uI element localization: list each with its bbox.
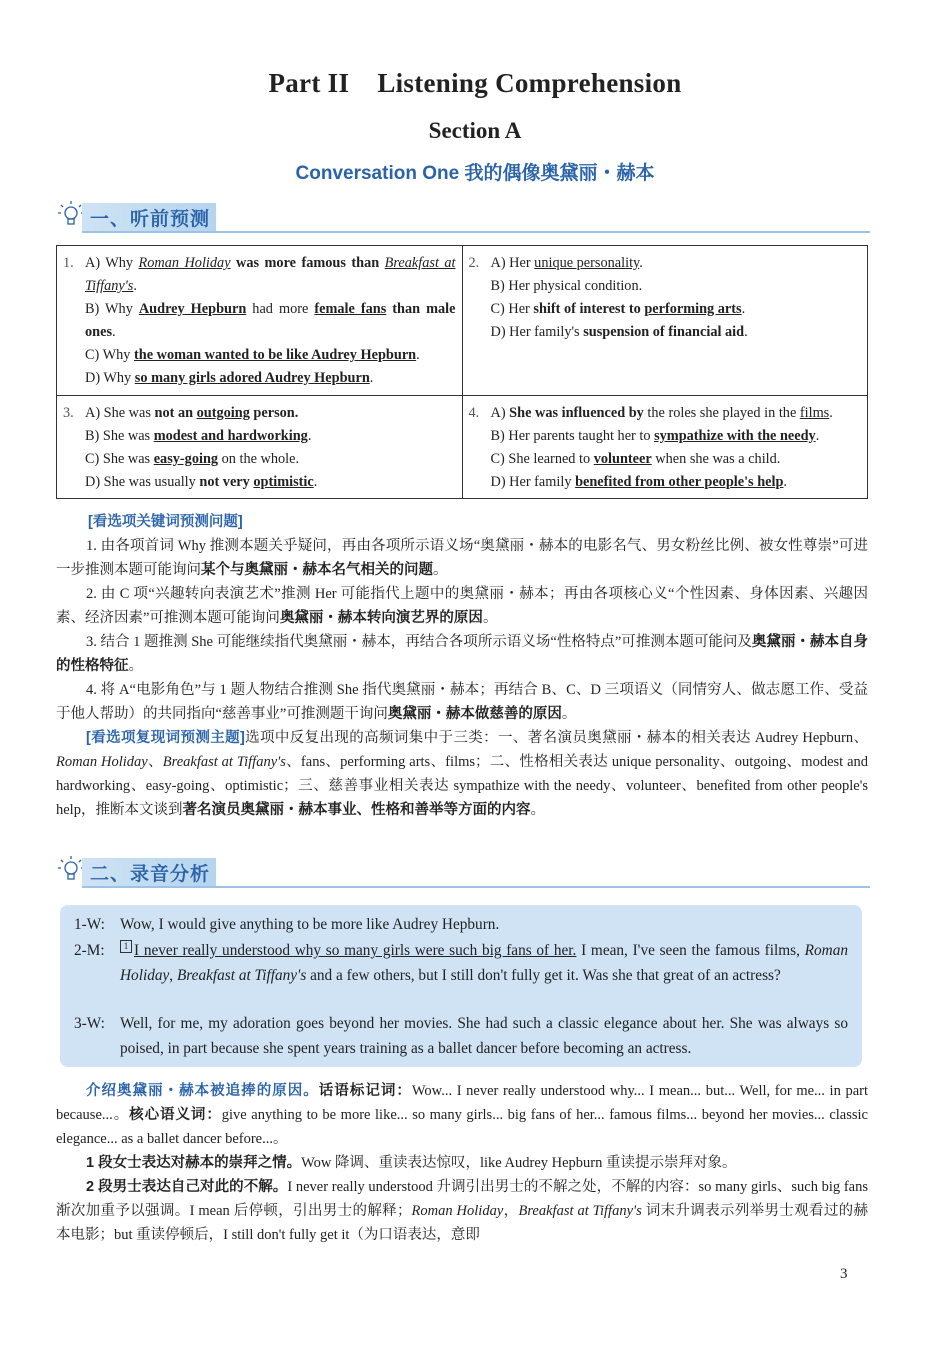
part-name: Listening Comprehension <box>377 68 682 98</box>
recording-notes <box>56 1079 868 1247</box>
analysis-paragraph-5: [看选项复现词预测主题]选项中反复出现的高频词集中于三类：一、著名演员奥黛丽・赫本的相关表达 Audrey Hepburn、Roman Holiday、Breakfast at Tiffany's、fans、performing arts、films；二、性格相关表达 unique personality、outgoing、modest and hardworking、easy-going、optimistic；三、慈善事业相关表达 sympathize with the needy、volunteer、benefited from other people's help，推断本文谈到著名演员奥黛丽・赫本事业、性格和善举等方面的内容。 <box>56 730 869 818</box>
question-number: 4. <box>468 405 480 421</box>
option-2a: A) Her unique personality. <box>490 255 643 271</box>
header-rule <box>82 231 870 233</box>
question-number: 1. <box>63 255 74 271</box>
option-3d: D) She was usually not very optimistic. <box>85 474 318 490</box>
option-3c: C) She was easy-going on the whole. <box>85 451 300 467</box>
section-header-recording-analysis <box>58 855 870 889</box>
page-title <box>0 68 950 99</box>
header-label: 一、听前预测 <box>90 209 211 230</box>
dialogue-box <box>60 905 862 1067</box>
dialogue-text: 1 I never really understood why so many girls were such big fans of her. I mean, I've seen the famous films, Roman Holiday, Breakfast at Tiffany's and a few others, but I still don't fully get it. Was she that great of an actress? <box>120 940 848 984</box>
option-4d: D) Her family benefited from other people's help. <box>490 474 787 490</box>
analysis-heading-1: [看选项关键词预测问题] <box>88 514 243 530</box>
option-2b: B) Her physical condition. <box>490 278 643 294</box>
analysis-paragraph-1: 1. 由各项首词 Why 推测本题关乎疑问，再由各项所示语义场“奥黛丽・赫本的电影名气、男女粉丝比例、被女性尊崇”可进一步推测本题可能询问某个与奥黛丽・赫本名气相关的问题。 <box>56 538 868 578</box>
option-1b: B) Why Audrey Hepburn had more female fans than male ones. <box>85 301 456 340</box>
speaker-label: 1-W: <box>74 916 105 933</box>
option-2c: C) Her shift of interest to performing arts. <box>490 301 746 317</box>
part-label: Part II <box>268 68 350 98</box>
dialogue-text: Wow, I would give anything to be more like Audrey Hepburn. <box>120 916 500 933</box>
option-1a: A) Why Roman Holiday was more famous than Breakfast at Tiffany's. <box>85 255 456 294</box>
option-3b: B) She was modest and hardworking. <box>85 428 312 444</box>
question-1-cell <box>57 246 463 396</box>
page-number: 3 <box>840 1266 848 1282</box>
option-4b: B) Her parents taught her to sympathize with the needy. <box>490 428 820 444</box>
header-label: 二、录音分析 <box>90 864 211 885</box>
options-table <box>56 245 868 499</box>
dialogue-text: Well, for me, my adoration goes beyond her movies. She had such a classic elegance about her. She was always so poised, in part because she spent years training as a ballet dancer before becoming an actress. <box>120 1015 848 1057</box>
option-1c: C) Why the woman wanted to be like Audrey Hepburn. <box>85 347 420 363</box>
question-4-cell <box>462 396 868 499</box>
question-number: 3. <box>63 405 74 421</box>
question-3-cell <box>57 396 463 499</box>
notes-paragraph-2: 1 段女士表达对赫本的崇拜之情。Wow 降调、重读表达惊叹，like Audrey Hepburn 重读提示崇拜对象。 <box>86 1155 737 1171</box>
analysis-paragraph-3: 3. 结合 1 题推测 She 可能继续指代奥黛丽・赫本，再结合各项所示语义场“性格特点”可推测本题可能问及奥黛丽・赫本自身的性格特征。 <box>56 634 869 674</box>
dialogue-line-1 <box>74 913 848 938</box>
dialogue-line-2 <box>74 939 848 988</box>
option-3a: A) She was not an outgoing person. <box>85 405 299 421</box>
speaker-label: 2-M: <box>74 942 105 959</box>
speaker-label: 3-W: <box>74 1015 105 1032</box>
option-2d: D) Her family's suspension of financial aid. <box>490 324 748 340</box>
option-1d: D) Why so many girls adored Audrey Hepburn. <box>85 370 374 386</box>
conversation-title: Conversation One 我的偶像奥黛丽・赫本 <box>295 163 655 184</box>
section-title: Section A <box>428 118 522 143</box>
notes-paragraph-1: 介绍奥黛丽・赫本被追捧的原因。话语标记词：Wow... I never really understood why... I mean... but... Well, for me... in part because...。核心语义词：give anything to be more like... so many girls... big fans of her... famous films... beyond her movies... classic elegance... as a ballet dancer before...。 <box>56 1083 869 1147</box>
option-4a: A) She was influenced by the roles she played in the films. <box>490 405 833 421</box>
header-rule <box>82 886 870 888</box>
notes-paragraph-3: 2 段男士表达自己对此的不解。I never really understood 升调引出男士的不解之处，不解的内容：so many girls、such big fans 渐次加重予以强调。I mean 后停顿，引出男士的解释；Roman Holiday，Breakfast at Tiffany's 词末升调表示列举男士观看过的赫本电影；but 重读停顿后，I still don't fully get it（为口语表达，意即 <box>56 1179 869 1243</box>
question-number: 2. <box>468 255 480 271</box>
question-2-cell <box>462 246 868 396</box>
dialogue-line-3 <box>74 1012 848 1061</box>
question-marker-icon: 1 <box>120 940 132 953</box>
analysis-paragraph-4: 4. 将 A“电影角色”与 1 题人物结合推测 She 指代奥黛丽・赫本；再结合 B、C、D 三项语义（同情穷人、做志愿工作、受益于他人帮助）的共同指向“慈善事业”可推测题干询问奥黛丽・赫本做慈善的原因。 <box>56 682 868 722</box>
analysis-paragraph-2: 2. 由 C 项“兴趣转向表演艺术”推测 Her 可能指代上题中的奥黛丽・赫本；再由各项核心义“个性因素、身体因素、兴趣因素、经济因素”可推测本题可能询问奥黛丽・赫本转向演艺界的原因。 <box>56 586 868 626</box>
option-4c: C) She learned to volunteer when she was a child. <box>490 451 781 467</box>
section-header-pre-listening <box>58 200 870 234</box>
prediction-analysis <box>56 510 868 822</box>
